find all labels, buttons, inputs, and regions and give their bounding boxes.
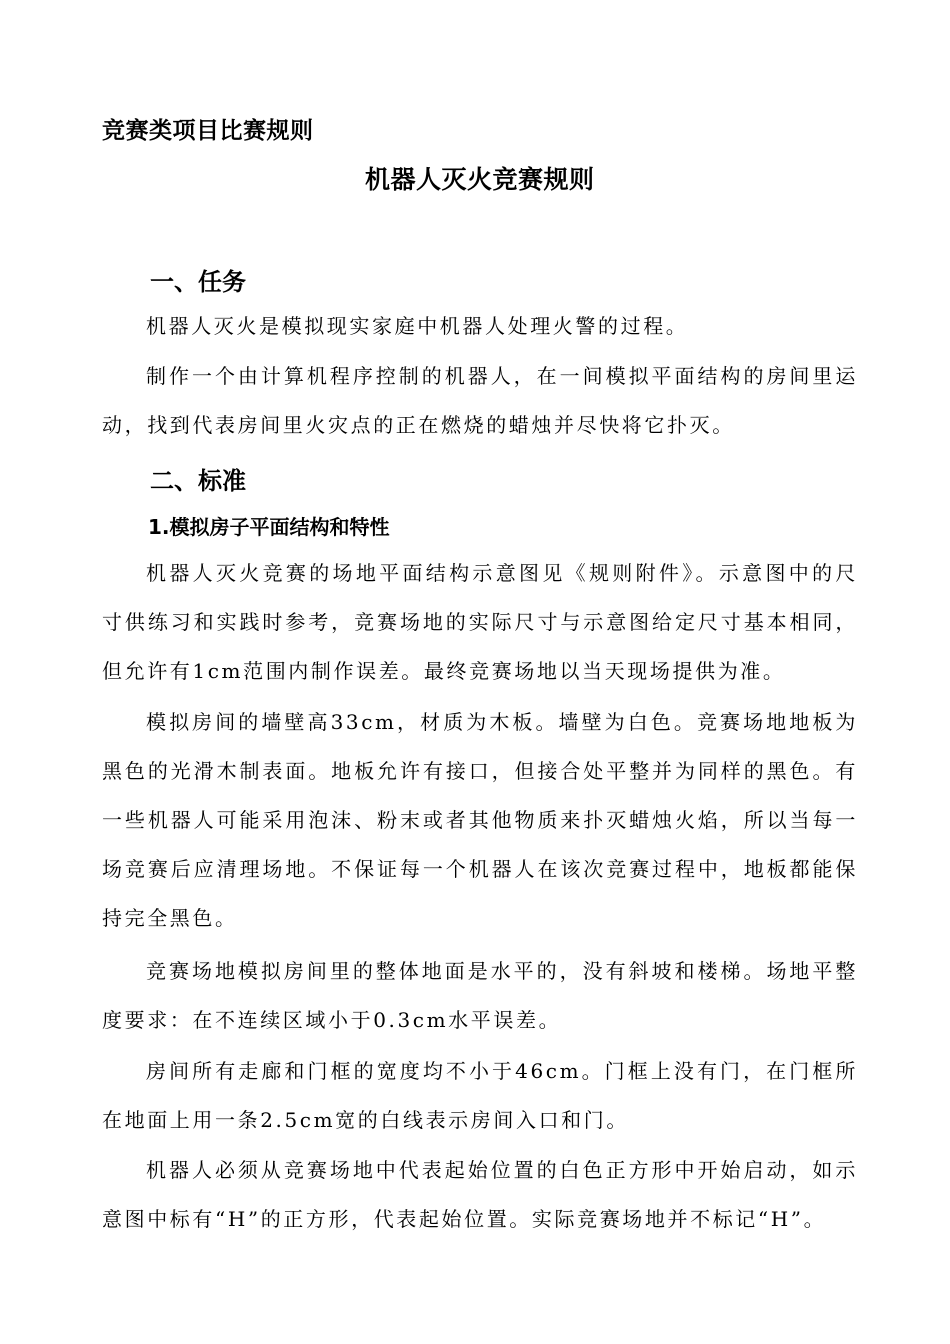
paragraph-task-intro: 机器人灭火是模拟现实家庭中机器人处理火警的过程。 [146, 314, 689, 338]
paragraph-field-layout: 机器人灭火竞赛的场地平面结构示意图见《规则附件》。示意图中的尺寸供练习和实践时参考，竞赛场地的实际尺寸与示意图给定尺寸基本相同，但允许有1cm范围内制作误差。最终竞赛场地以当天现场提供为准。 [102, 561, 858, 683]
paragraph-task-description: 制作一个由计算机程序控制的机器人，在一间模拟平面结构的房间里运动，找到代表房间里火灾点的正在燃烧的蜡烛并尽快将它扑灭。 [102, 364, 858, 437]
paragraph-floor-flatness: 竞赛场地模拟房间里的整体地面是水平的，没有斜坡和楼梯。场地平整度要求：在不连续区域小于0.3cm水平误差。 [102, 959, 858, 1032]
paragraph-start-position: 机器人必须从竞赛场地中代表起始位置的白色正方形中开始启动，如示意图中标有“H”的正方形，代表起始位置。实际竞赛场地并不标记“H”。 [102, 1158, 858, 1231]
section-heading-task: 一、任务 [150, 268, 246, 296]
document-header: 竞赛类项目比赛规则 [102, 118, 314, 144]
subsection-heading-house-structure: 1.模拟房子平面结构和特性 [148, 515, 390, 539]
document-title: 机器人灭火竞赛规则 [365, 165, 595, 194]
paragraph-walls-and-floor: 模拟房间的墙壁高33cm，材质为木板。墙壁为白色。竞赛场地地板为黑色的光滑木制表面。地板允许有接口，但接合处平整并为同样的黑色。有一些机器人可能采用泡沫、粉末或者其他物质来扑灭蜡烛火焰，所以当每一场竞赛后应清理场地。不保证每一个机器人在该次竞赛过程中，地板都能保持完全黑色。 [102, 710, 858, 930]
section-heading-standard: 二、标准 [150, 467, 246, 495]
paragraph-corridors-doors: 房间所有走廊和门框的宽度均不小于46cm。门框上没有门，在门框所在地面上用一条2.5cm宽的白线表示房间入口和门。 [102, 1059, 858, 1132]
